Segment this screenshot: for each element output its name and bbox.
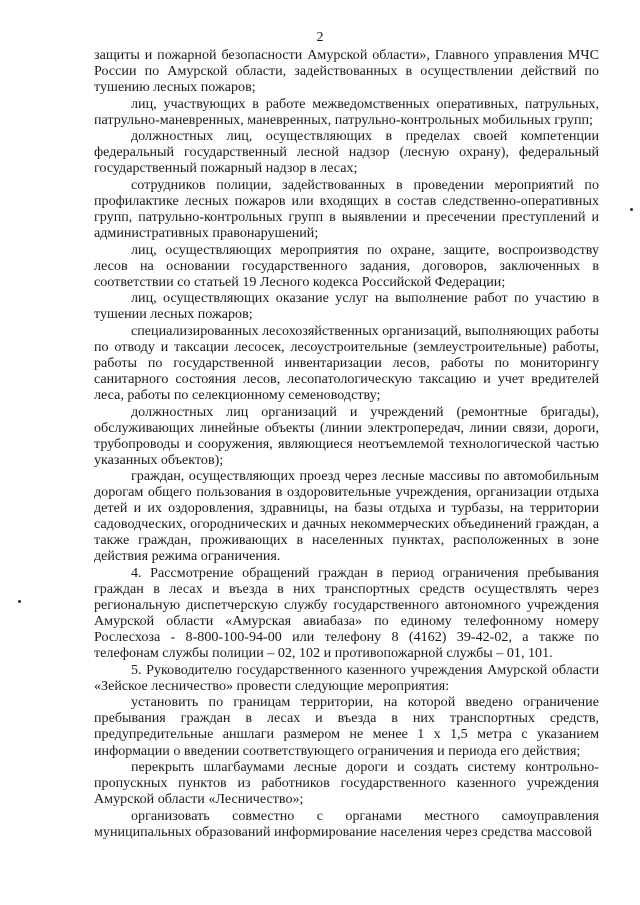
paragraph: граждан, осуществляющих проезд через лесные массивы по автомобильным дорогам общего пользования в оздоровительные учреждения, организации отдыха детей и их оздоровления, здравницы, на базы отдыха и турбазы, на территории садоводческих, огороднических и дачных некоммерческих объединений граждан, а также граждан, проживающих в населенных пунктах, расположенных в зоне действия режима ограничения. [94, 468, 599, 565]
paragraph: 5. Руководителю государственного казенного учреждения Амурской области «Зейское лесничество» провести следующие мероприятия: [94, 661, 599, 694]
paragraph: перекрыть шлагбаумами лесные дороги и создать систему контрольно-пропускных пунктов из работников государственного казенного учреждения Амурской области «Лесничество»; [94, 759, 599, 808]
paragraph: должностных лиц организаций и учреждений (ремонтные бригады), обслуживающих линейные объекты (линии электропередач, линии связи, дороги, трубопроводы и сооружения, являющиеся неотъемлемой технологической частью указанных объектов); [94, 403, 599, 468]
document-body [94, 47, 599, 840]
paragraph: специализированных лесохозяйственных организаций, выполняющих работы по отводу и таксации лесосек, лесоустроительные (землеустроительные) работы, работы по государственной инвентаризации лесов, работы по мониторингу санитарного состояния лесов, лесопатологическую таксацию и учет вредителей леса, работы по селекционному семеноводству; [94, 322, 600, 403]
paragraph: 4. Рассмотрение обращений граждан в период ограничения пребывания граждан в лесах и въезда в них транспортных средств осуществлять через региональную диспетчерскую службу государственного автономного учреждения Амурской области «Амурская авиабаза» по единому телефонному номеру Рослесхоза - 8-800-100-94-00 или телефону 8 (4162) 39-42-02, а также по телефонам службы полиции – 02, 102 и противопожарной службы – 01, 101. [94, 565, 599, 662]
paragraph: установить по границам территории, на которой введено ограничение пребывания граждан в лесах и въезда в них транспортных средств, предупредительные аншлаги размером не менее 1 х 1,5 метра с указанием информации о введении соответствующего ограничения и периода его действия; [94, 694, 599, 759]
paragraph: лиц, осуществляющих мероприятия по охране, защите, воспроизводству лесов на основании государственного задания, договоров, заключенных в соответствии со статьей 19 Лесного кодекса Российской Федерации; [94, 241, 599, 290]
paragraph: сотрудников полиции, задействованных в проведении мероприятий по профилактике лесных пожаров или входящих в состав следственно-оперативных групп, патрульно-контрольных групп в выявлении и пресечении преступлений и административных правонарушений; [94, 176, 599, 242]
paragraph: организовать совместно с органами местного самоуправления муниципальных образований информирование населения через средства массовой [94, 807, 599, 840]
paragraph: защиты и пожарной безопасности Амурской области», Главного управления МЧС России по Амурской области, задействованных в осуществлении действий по тушению лесных пожаров; [94, 47, 599, 96]
margin-mark [630, 208, 633, 211]
paragraph: лиц, участвующих в работе межведомственных оперативных, патрульных, патрульно-маневренных, маневренных, патрульно-контрольных мобильных групп; [94, 95, 599, 128]
paragraph: лиц, осуществляющих оказание услуг на выполнение работ по участию в тушении лесных пожаров; [94, 290, 599, 323]
margin-mark [18, 600, 21, 603]
paragraph: должностных лиц, осуществляющих в пределах своей компетенции федеральный государственный лесной надзор (лесную охрану), федеральный государственный пожарный надзор в лесах; [94, 128, 599, 177]
page-number: 2 [316, 30, 324, 45]
